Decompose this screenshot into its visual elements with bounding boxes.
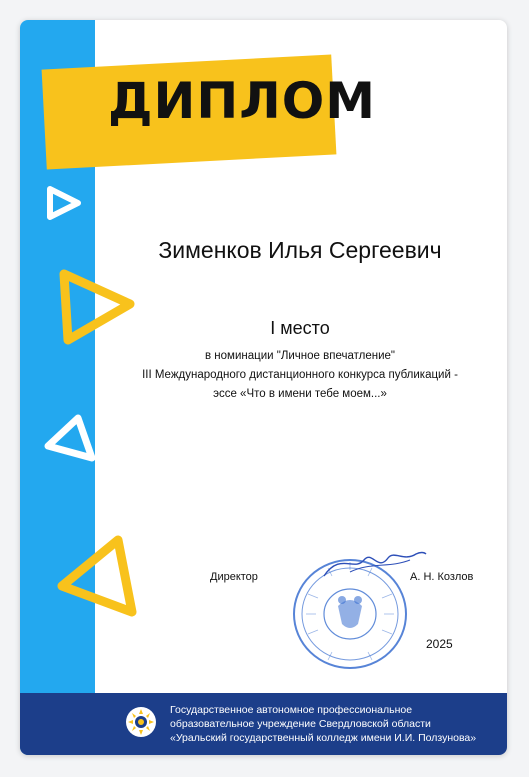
award-place: I место <box>270 318 330 338</box>
nomination-line: в номинации "Личное впечатление" <box>205 350 395 362</box>
director-label: Директор <box>210 571 258 583</box>
institution-line-3: «Уральский государственный колледж имени И.И. Ползунова» <box>170 732 477 744</box>
triangle-white-medium-icon <box>40 412 100 468</box>
diploma-year: 2025 <box>426 637 453 651</box>
triangle-white-small-icon <box>44 185 84 221</box>
institution-line-1: Государственное автономное профессиональное <box>170 704 413 716</box>
institution-line-2: образовательное учреждение Свердловской области <box>170 718 431 730</box>
diploma-title: ДИПЛОМ <box>108 72 377 130</box>
recipient-name: Зименков Илья Сергеевич <box>158 237 442 263</box>
essay-line: эссе «Что в имени тебе моем...» <box>213 388 387 400</box>
director-name: А. Н. Козлов <box>410 571 474 583</box>
contest-line: III Международного дистанционного конкурса публикаций - <box>142 369 458 381</box>
triangle-yellow-bottom-icon <box>54 530 146 622</box>
college-logo-icon <box>124 704 158 740</box>
institution-name <box>170 703 500 745</box>
diploma-card <box>20 20 507 755</box>
institution-footer <box>20 693 507 755</box>
